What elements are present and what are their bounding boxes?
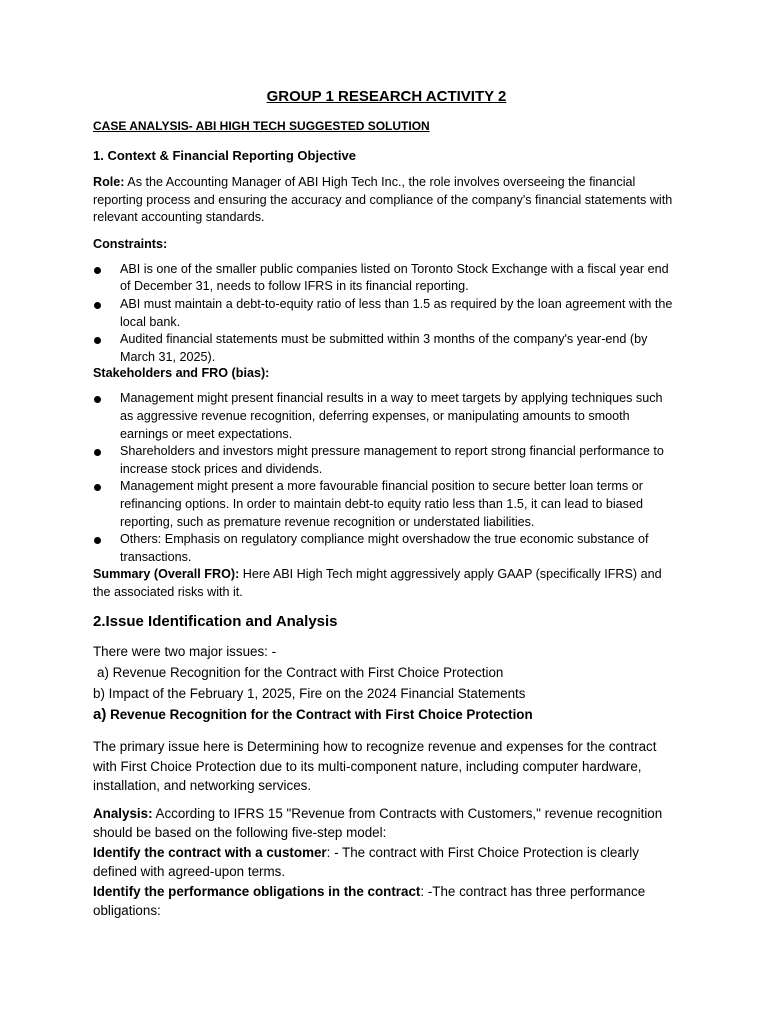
- primary-issue-paragraph: The primary issue here is Determining how to recognize revenue and expenses for the contract with First Choice Protection due to its multi-component nature, including computer hardware, installation, and networking services.: [93, 739, 657, 794]
- list-item: ABI is one of the smaller public companies listed on Toronto Stock Exchange with a fiscal year end of December 31, needs to follow IFRS in its financial reporting.: [93, 261, 678, 296]
- issues-intro: There were two major issues: -: [93, 644, 277, 660]
- issue-a-heading: [93, 704, 678, 725]
- stakeholders-list: [93, 390, 678, 566]
- constraints-label: Constraints:: [93, 236, 168, 251]
- issue-a-heading-text: Revenue Recognition for the Contract with First Choice Protection: [106, 707, 533, 723]
- analysis-label: Analysis:: [93, 805, 153, 821]
- issue-a: a) Revenue Recognition for the Contract with First Choice Protection: [97, 665, 504, 681]
- bullet-icon: [94, 537, 101, 544]
- bullet-icon: [94, 449, 101, 456]
- step2-paragraph: [93, 882, 678, 921]
- analysis-paragraph: [93, 804, 678, 843]
- summary-paragraph: [93, 566, 678, 601]
- role-paragraph: [93, 174, 678, 227]
- spacer: [93, 796, 678, 804]
- document-title: GROUP 1 RESEARCH ACTIVITY 2: [266, 88, 507, 105]
- section2-heading: 2.Issue Identification and Analysis: [93, 613, 338, 631]
- step2-label: Identify the performance obligations in the contract: [93, 883, 421, 899]
- list-item: Management might present a more favourable financial position to secure better loan terms or refinancing options. In order to maintain debt-to equity ratio less than 1.5, it can lead to biased reporting, such as premature revenue recognition or understated liabilities.: [93, 478, 678, 531]
- bullet-icon: [94, 302, 101, 309]
- document-subtitle: CASE ANALYSIS- ABI HIGH TECH SUGGESTED SOLUTION: [93, 119, 430, 133]
- bullet-icon: [94, 396, 101, 403]
- bullet-icon: [94, 484, 101, 491]
- section1-heading: 1. Context & Financial Reporting Objective: [93, 148, 356, 163]
- step1-label: Identify the contract with a customer: [93, 844, 327, 860]
- role-text: As the Accounting Manager of ABI High Tech Inc., the role involves overseeing the financial reporting process and ensuring the accuracy and compliance of the company's financial statements with relevant accounting standards.: [93, 175, 673, 225]
- summary-text: Here ABI High Tech might aggressively apply GAAP (specifically IFRS) and the associated risks with it.: [93, 567, 662, 599]
- stakeholders-label: Stakeholders and FRO (bias):: [93, 366, 270, 381]
- analysis-text: According to IFRS 15 "Revenue from Contracts with Customers," revenue recognition should be based on the following five-step model:: [93, 805, 663, 841]
- step1-paragraph: [93, 843, 678, 882]
- bullet-icon: [94, 337, 101, 344]
- bullet-icon: [94, 267, 101, 274]
- step2-text: : -The contract has three performance obligations:: [93, 883, 646, 919]
- list-item: Audited financial statements must be submitted within 3 months of the company's year-end (by March 31, 2025).: [93, 331, 678, 366]
- constraints-list: [93, 261, 678, 367]
- summary-label: Summary (Overall FRO):: [93, 567, 240, 582]
- step1-text: : - The contract with First Choice Protection is clearly defined with agreed-upon terms.: [93, 844, 639, 880]
- list-item: Shareholders and investors might pressure management to report strong financial performance to increase stock prices and dividends.: [93, 443, 678, 478]
- list-item: Others: Emphasis on regulatory compliance might overshadow the true economic substance of transactions.: [93, 531, 678, 566]
- role-label: Role:: [93, 175, 125, 189]
- issue-a-heading-letter: a): [93, 706, 107, 724]
- list-item: ABI must maintain a debt-to-equity ratio of less than 1.5 as required by the loan agreement with the local bank.: [93, 296, 678, 331]
- list-item: Management might present financial results in a way to meet targets by applying techniques such as aggressive revenue recognition, deferring expenses, or manipulating amounts to smooth earnings or meet expectations.: [93, 390, 678, 443]
- issue-b: b) Impact of the February 1, 2025, Fire on the 2024 Financial Statements: [93, 686, 526, 702]
